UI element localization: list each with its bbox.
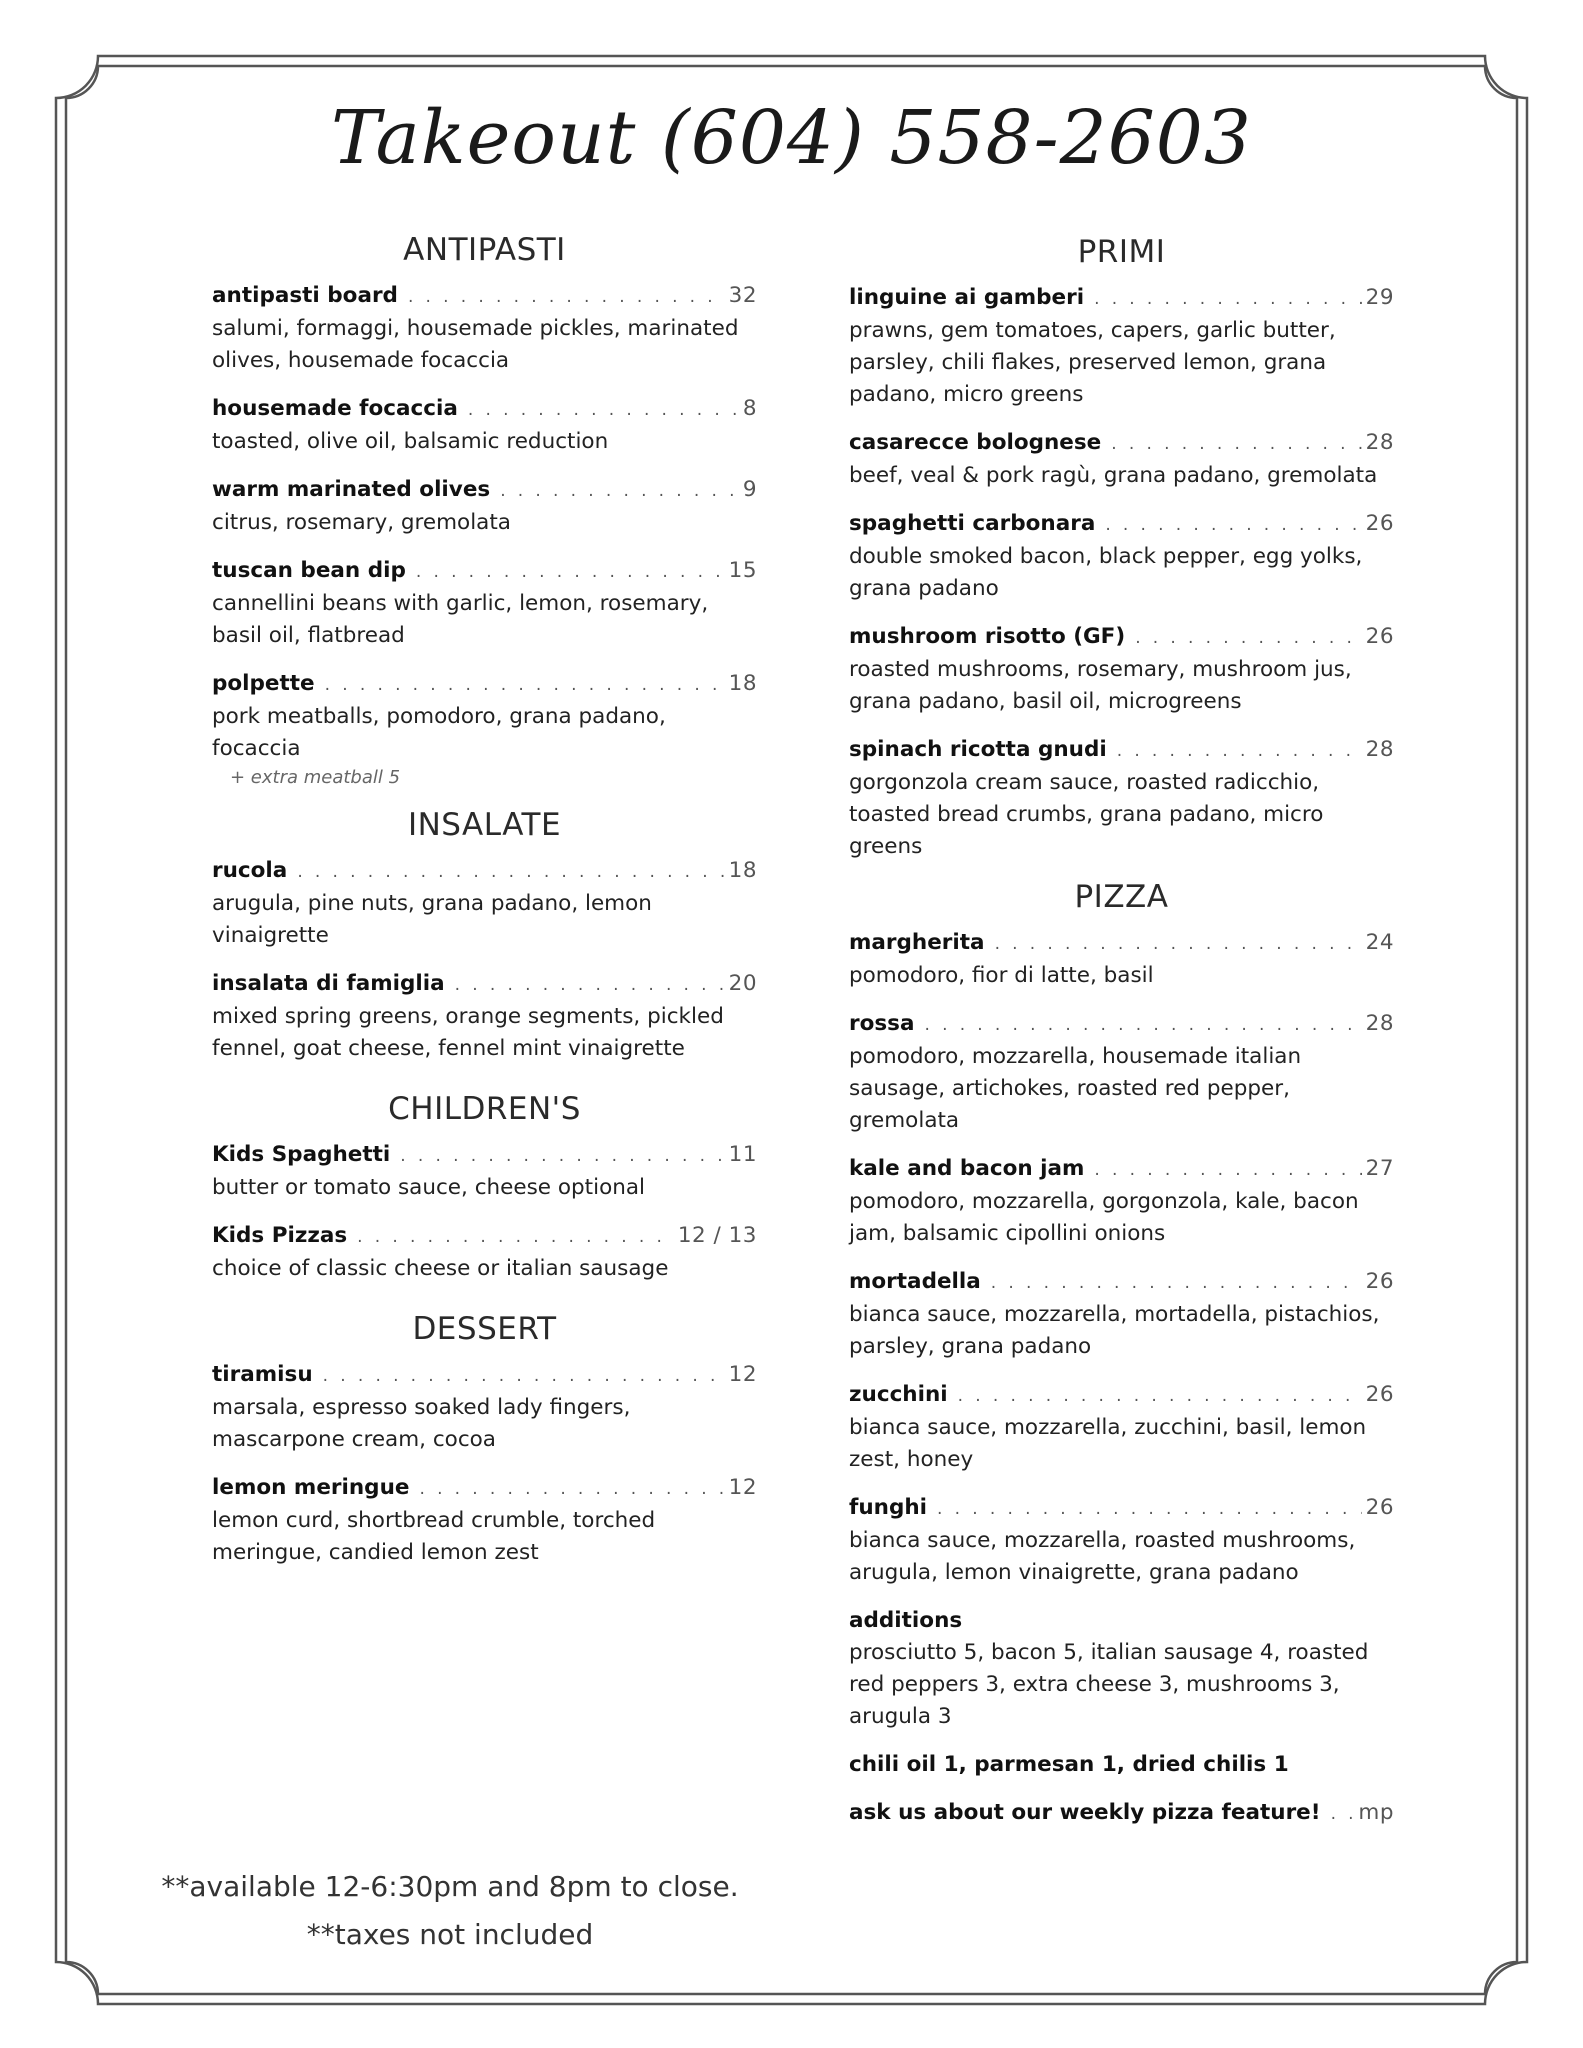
leader-dots [468, 394, 739, 426]
leader-dots [408, 281, 725, 313]
section-antipasti [212, 232, 757, 791]
item-price: 27 [1365, 1156, 1394, 1181]
menu-item [212, 474, 757, 539]
item-description: marsala, espresso soaked lady fingers, mascarpone cream, cocoa [212, 1395, 631, 1452]
item-name: margherita [849, 930, 985, 955]
item-name: Kids Spaghetti [212, 1142, 391, 1167]
item-name: linguine ai gamberi [849, 285, 1085, 310]
menu-item [212, 968, 757, 1065]
item-name: housemade focaccia [212, 396, 458, 421]
item-description: citrus, rosemary, gremolata [212, 510, 511, 535]
menu-item [849, 1153, 1394, 1250]
item-price: 18 [728, 858, 757, 883]
leader-dots [357, 1221, 674, 1253]
additions-description: prosciutto 5, bacon 5, italian sausage 4, roasted red peppers 3, extra cheese 3, mushrooms 3, arugula 3 [849, 1640, 1369, 1729]
section-title: CHILDREN'S [388, 1091, 581, 1127]
section-title: DESSERT [412, 1311, 557, 1347]
item-description: pork meatballs, pomodoro, grana padano, focaccia [212, 704, 666, 761]
item-description: beef, veal & pork ragù, grana padano, gremolata [849, 463, 1378, 488]
leader-dots [995, 928, 1362, 960]
item-price: 26 [1365, 511, 1394, 536]
item-description: pomodoro, mozzarella, housemade italian sausage, artichokes, roasted red pepper, gremolata [849, 1044, 1302, 1133]
item-name: antipasti board [212, 283, 398, 308]
section-pizza [849, 879, 1394, 1589]
right-column [849, 234, 1394, 1830]
leader-dots [937, 1493, 1362, 1525]
item-price: 12 [728, 1362, 757, 1387]
item-description: salumi, formaggi, housemade pickles, marinated olives, housemade focaccia [212, 316, 739, 373]
item-description: prawns, gem tomatoes, capers, garlic butter, parsley, chili flakes, preserved lemon, grana padano, micro greens [849, 318, 1336, 407]
leader-dots [297, 856, 724, 888]
leader-dots [419, 1473, 724, 1505]
page-title: Takeout (604) 558-2603 [331, 95, 1252, 181]
menu-item [212, 555, 757, 652]
item-description: double smoked bacon, black pepper, egg yolks, grana padano [849, 544, 1363, 601]
additions-block [849, 1605, 1394, 1733]
item-description: gorgonzola cream sauce, roasted radicchio, toasted bread crumbs, grana padano, micro greens [849, 770, 1324, 859]
item-price: 26 [1365, 1382, 1394, 1407]
menu-item [849, 1492, 1394, 1589]
item-description: pomodoro, fior di latte, basil [849, 963, 1154, 988]
menu-item [212, 280, 757, 377]
item-name: casarecce bolognese [849, 430, 1102, 455]
menu-item [849, 1379, 1394, 1476]
item-name: spaghetti carbonara [849, 511, 1096, 536]
item-price: 28 [1365, 737, 1394, 762]
item-description: bianca sauce, mozzarella, mortadella, pistachios, parsley, grana padano [849, 1302, 1380, 1359]
menu-item [849, 1008, 1394, 1137]
menu-item [849, 508, 1394, 605]
menu-item [849, 734, 1394, 863]
item-extra-note: + extra meatball 5 [230, 767, 401, 788]
menu-item [849, 927, 1394, 992]
item-price: 28 [1365, 430, 1394, 455]
item-price: 32 [728, 283, 757, 308]
item-name: warm marinated olives [212, 477, 491, 502]
item-name: spinach ricotta gnudi [849, 737, 1107, 762]
item-price: 26 [1365, 1495, 1394, 1520]
item-price: 26 [1365, 624, 1394, 649]
item-description: roasted mushrooms, rosemary, mushroom jus, grana padano, basil oil, microgreens [849, 657, 1352, 714]
item-price: 15 [728, 558, 757, 583]
menu-item [212, 668, 757, 791]
item-description: toasted, olive oil, balsamic reduction [212, 429, 609, 454]
item-price: 28 [1365, 1011, 1394, 1036]
leader-dots [1117, 735, 1362, 767]
item-price: 26 [1365, 1269, 1394, 1294]
section-primi [849, 234, 1394, 863]
footer-availability: **available 12-6:30pm and 8pm to close. [161, 1870, 739, 1903]
section-dessert [212, 1311, 757, 1569]
item-description: bianca sauce, mozzarella, roasted mushrooms, arugula, lemon vinaigrette, grana padano [849, 1528, 1356, 1585]
menu-item [212, 1139, 757, 1204]
left-column [212, 232, 757, 1585]
section-title: PIZZA [1074, 879, 1169, 915]
leader-dots [1105, 509, 1361, 541]
leader-dots [455, 969, 725, 1001]
item-name: insalata di famiglia [212, 971, 445, 996]
item-price: 29 [1365, 285, 1394, 310]
item-description: lemon curd, shortbread crumble, torched meringue, candied lemon zest [212, 1508, 656, 1565]
item-price: 11 [728, 1142, 757, 1167]
leader-dots [325, 669, 725, 701]
leader-dots [991, 1267, 1362, 1299]
item-name: rossa [849, 1011, 915, 1036]
item-description: mixed spring greens, orange segments, pickled fennel, goat cheese, fennel mint vinaigrette [212, 1004, 724, 1061]
menu-item [212, 1359, 757, 1456]
leader-dots [958, 1380, 1362, 1412]
feature-text: ask us about our weekly pizza feature! [849, 1800, 1321, 1825]
item-description: pomodoro, mozzarella, gorgonzola, kale, bacon jam, balsamic cipollini onions [849, 1189, 1359, 1246]
section-childrens [212, 1091, 757, 1285]
item-price: 20 [728, 971, 757, 996]
item-price: 12 / 13 [677, 1223, 757, 1248]
weekly-feature [849, 1797, 1394, 1830]
section-title: INSALATE [407, 807, 562, 843]
item-name: tiramisu [212, 1362, 313, 1387]
item-name: zucchini [849, 1382, 948, 1407]
item-description: arugula, pine nuts, grana padano, lemon vinaigrette [212, 891, 652, 948]
leader-dots [924, 1009, 1361, 1041]
item-name: mortadella [849, 1269, 981, 1294]
menu-item [849, 1266, 1394, 1363]
item-name: Kids Pizzas [212, 1223, 348, 1248]
leader-dots [500, 475, 739, 507]
leader-dots [1135, 622, 1361, 654]
menu-item [212, 393, 757, 458]
item-name: funghi [849, 1495, 928, 1520]
leader-dots [1094, 283, 1362, 315]
item-description: choice of classic cheese or italian sausage [212, 1256, 669, 1281]
item-price: 18 [728, 671, 757, 696]
item-description: cannellini beans with garlic, lemon, rosemary, basil oil, flatbread [212, 591, 709, 648]
item-price: 24 [1365, 930, 1394, 955]
item-name: rucola [212, 858, 288, 883]
menu-item [849, 427, 1394, 492]
item-name: lemon meringue [212, 1475, 410, 1500]
item-name: kale and bacon jam [849, 1156, 1085, 1181]
item-name: tuscan bean dip [212, 558, 406, 583]
feature-price: mp [1358, 1800, 1394, 1825]
leader-dots [416, 556, 725, 588]
item-price: 9 [742, 477, 757, 502]
leader-dots [1331, 1798, 1355, 1830]
menu-item [849, 282, 1394, 411]
menu-item [212, 1220, 757, 1285]
section-title: PRIMI [1077, 234, 1166, 270]
additions-extra-line: chili oil 1, parmesan 1, dried chilis 1 [849, 1752, 1289, 1777]
item-description: butter or tomato sauce, cheese optional [212, 1175, 646, 1200]
item-price: 12 [728, 1475, 757, 1500]
item-price: 8 [742, 396, 757, 421]
additions-title: additions [849, 1608, 963, 1633]
section-title: ANTIPASTI [403, 232, 566, 268]
leader-dots [1111, 428, 1361, 460]
leader-dots [400, 1140, 724, 1172]
section-insalate [212, 807, 757, 1065]
menu-item [212, 855, 757, 952]
item-name: mushroom risotto (GF) [849, 624, 1126, 649]
leader-dots [1094, 1154, 1361, 1186]
item-description: bianca sauce, mozzarella, zucchini, basil, lemon zest, honey [849, 1415, 1367, 1472]
menu-item [849, 621, 1394, 718]
leader-dots [323, 1360, 725, 1392]
footer-taxes: **taxes not included [306, 1918, 594, 1951]
item-name: polpette [212, 671, 315, 696]
menu-item [212, 1472, 757, 1569]
